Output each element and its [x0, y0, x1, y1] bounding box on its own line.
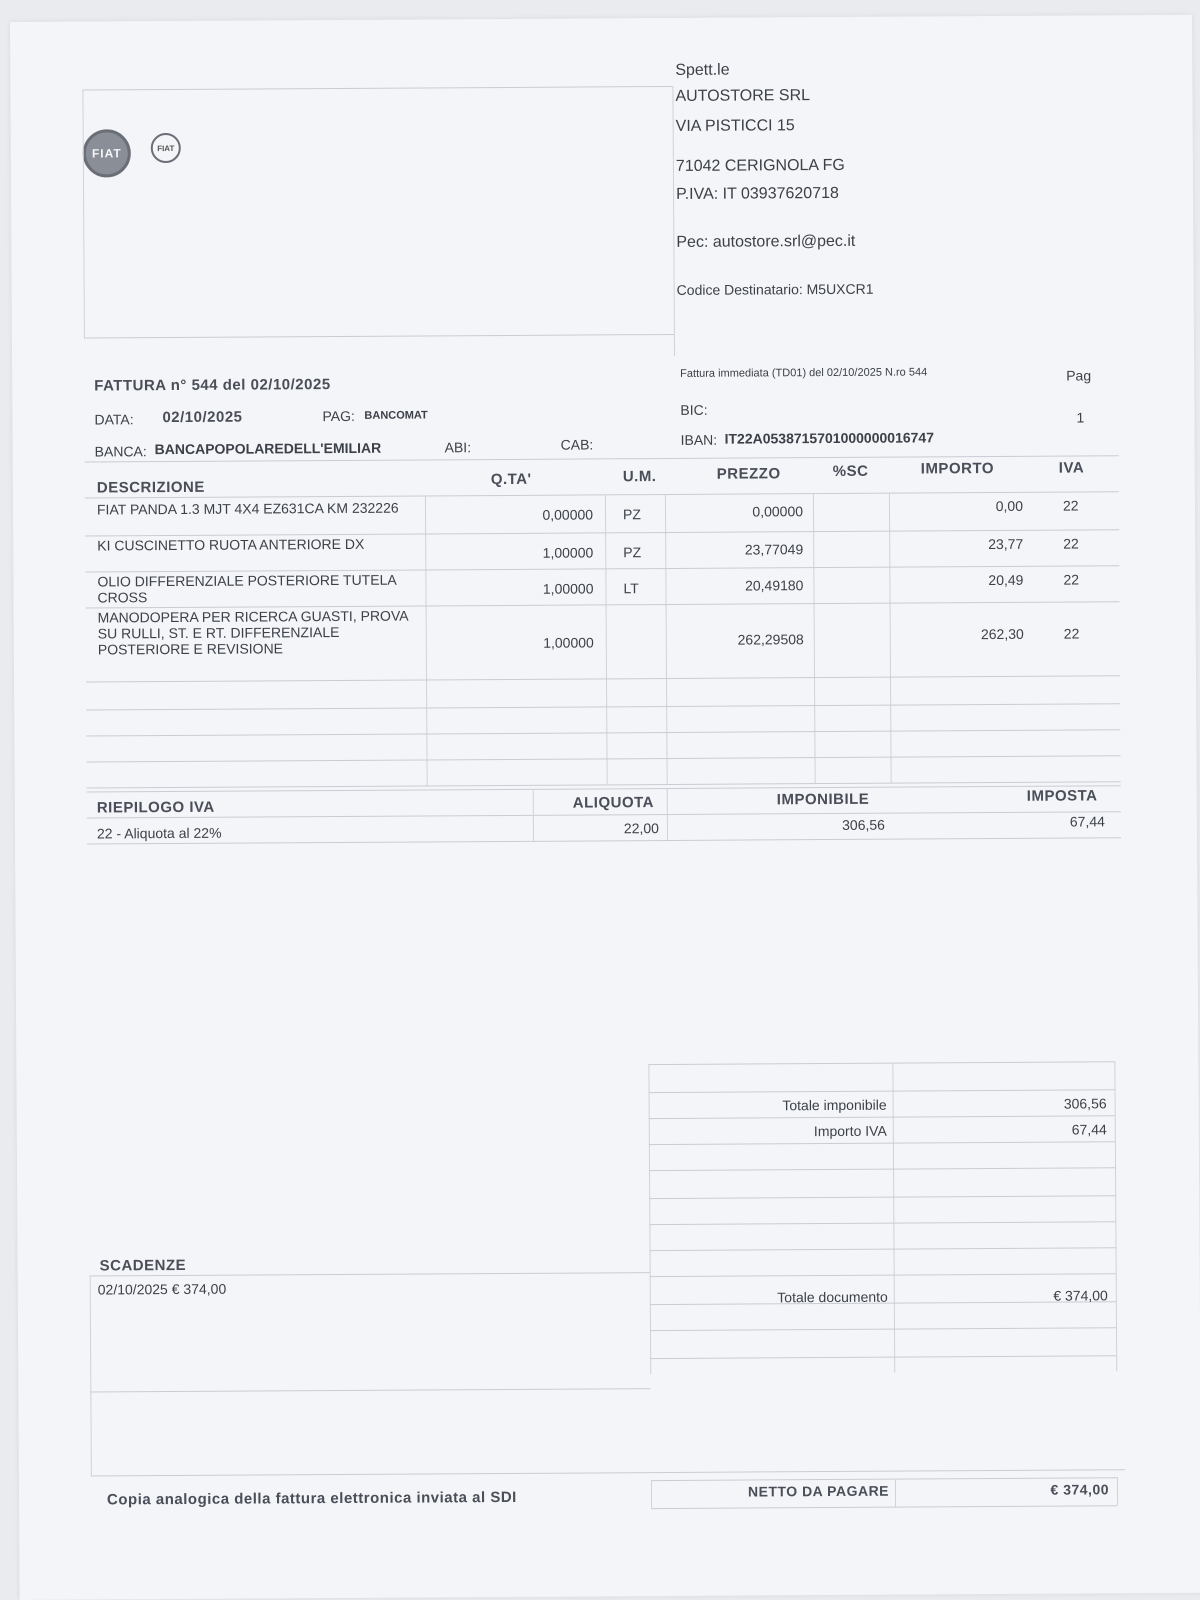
col-vat-header: IVA: [1058, 459, 1085, 477]
table-row-desc: OLIO DIFFERENZIALE POSTERIORE TUTELA CROSS: [97, 571, 396, 606]
fiat-professional-logo: FIAT: [151, 133, 181, 163]
table-row-price: 262,29508: [737, 631, 804, 648]
payment-label: PAG:: [322, 407, 355, 425]
total-taxable-value: 306,56: [1063, 1095, 1107, 1112]
iban-value: IT22A0538715701000000016747: [724, 429, 935, 447]
table-row-amount: 262,30: [980, 625, 1024, 643]
table-row-vat: 22: [1063, 535, 1079, 552]
invoice-title: FATTURA n° 544 del 02/10/2025: [94, 376, 331, 395]
net-to-pay-value: € 374,00: [1050, 1481, 1110, 1498]
table-row-vat: 22: [1062, 497, 1079, 514]
recipient-vat: P.IVA: IT 03937620718: [676, 184, 839, 203]
footer-note: Copia analogica della fattura elettronica inviata al SDI: [106, 1488, 517, 1509]
recipient-code: Codice Destinatario: M5UXCR1: [676, 280, 874, 298]
payment-value: BANCOMAT: [364, 409, 428, 422]
date-label: DATA:: [94, 411, 134, 428]
col-amount-header: IMPORTO: [920, 459, 995, 478]
recipient-city: 71042 CERIGNOLA FG: [675, 156, 845, 175]
table-row-amount: 23,77: [988, 535, 1024, 553]
total-document-label: Totale documento: [777, 1288, 888, 1306]
table-row-qty: 1,00000: [542, 580, 594, 597]
table-row-um: PZ: [622, 506, 641, 523]
vat-summary-tax: 67,44: [1069, 813, 1105, 830]
total-document-value: € 374,00: [1053, 1287, 1108, 1304]
deadlines-value: 02/10/2025 € 374,00: [97, 1280, 227, 1298]
col-um-header: U.M.: [622, 468, 657, 486]
page-number: 1: [1076, 409, 1085, 426]
vat-summary-header: RIEPILOGO IVA: [96, 798, 215, 817]
col-desc-header: DESCRIZIONE: [96, 478, 205, 497]
col-qty-header: Q.TA': [490, 470, 532, 489]
abi-label: ABI:: [444, 439, 472, 456]
document-type-line: Fattura immediata (TD01) del 02/10/2025 N.ro 544: [680, 366, 928, 380]
vat-summary-taxable: 306,56: [842, 816, 885, 833]
table-row-vat: 22: [1063, 571, 1080, 588]
table-row-price: 0,00000: [752, 503, 804, 520]
table-row-qty: 1,00000: [543, 634, 594, 651]
bank-value: BANCAPOPOLAREDELL'EMILIAR: [154, 439, 382, 458]
net-to-pay-label: NETTO DA PAGARE: [747, 1482, 890, 1500]
total-vat-value: 67,44: [1071, 1121, 1107, 1138]
table-row-qty: 1,00000: [542, 544, 594, 561]
table-row-um: PZ: [623, 544, 642, 561]
iban-label: IBAN:: [680, 431, 718, 448]
cab-label: CAB:: [560, 436, 594, 453]
col-discount-header: %SC: [832, 462, 869, 480]
deadlines-label: SCADENZE: [99, 1256, 187, 1275]
bank-label: BANCA:: [94, 443, 147, 460]
recipient-salutation: Spett.le: [675, 61, 730, 79]
recipient-name: AUTOSTORE SRL: [675, 87, 811, 105]
table-row-um: LT: [623, 580, 639, 597]
vat-summary-rate: 22,00: [623, 820, 659, 837]
total-taxable-label: Totale imponibile: [782, 1096, 887, 1114]
table-row-price: 23,77049: [744, 541, 804, 558]
table-row-qty: 0,00000: [542, 506, 594, 523]
date-value: 02/10/2025: [162, 408, 243, 427]
table-row-amount: 0,00: [995, 497, 1024, 514]
fiat-logo: FIAT: [83, 129, 131, 177]
table-row-desc: MANODOPERA PER RICERCA GUASTI, PROVA SU RULLI, ST. E RT. DIFFERENZIALE POSTERIORE E REVISIONE: [97, 607, 408, 658]
invoice-paper: [10, 15, 1200, 1600]
page-label: Pag: [1066, 367, 1092, 384]
recipient-pec: Pec: autostore.srl@pec.it: [676, 232, 856, 251]
table-row-desc: KI CUSCINETTO RUOTA ANTERIORE DX: [97, 535, 365, 554]
table-row-vat: 22: [1063, 625, 1080, 642]
col-price-header: PREZZO: [716, 465, 781, 483]
vat-rate-header: ALIQUOTA: [572, 794, 655, 812]
table-row-price: 20,49180: [745, 577, 804, 594]
table-row-amount: 20,49: [988, 571, 1024, 589]
vat-taxable-header: IMPONIBILE: [776, 790, 870, 809]
vat-summary-row-label: 22 - Aliquota al 22%: [96, 824, 222, 842]
bic-label: BIC:: [680, 401, 708, 418]
total-vat-label: Importo IVA: [813, 1122, 887, 1140]
recipient-street: VIA PISTICCI 15: [675, 117, 795, 135]
table-row-desc: FIAT PANDA 1.3 MJT 4X4 EZ631CA KM 232226: [96, 499, 399, 518]
vat-tax-header: IMPOSTA: [1026, 787, 1098, 805]
